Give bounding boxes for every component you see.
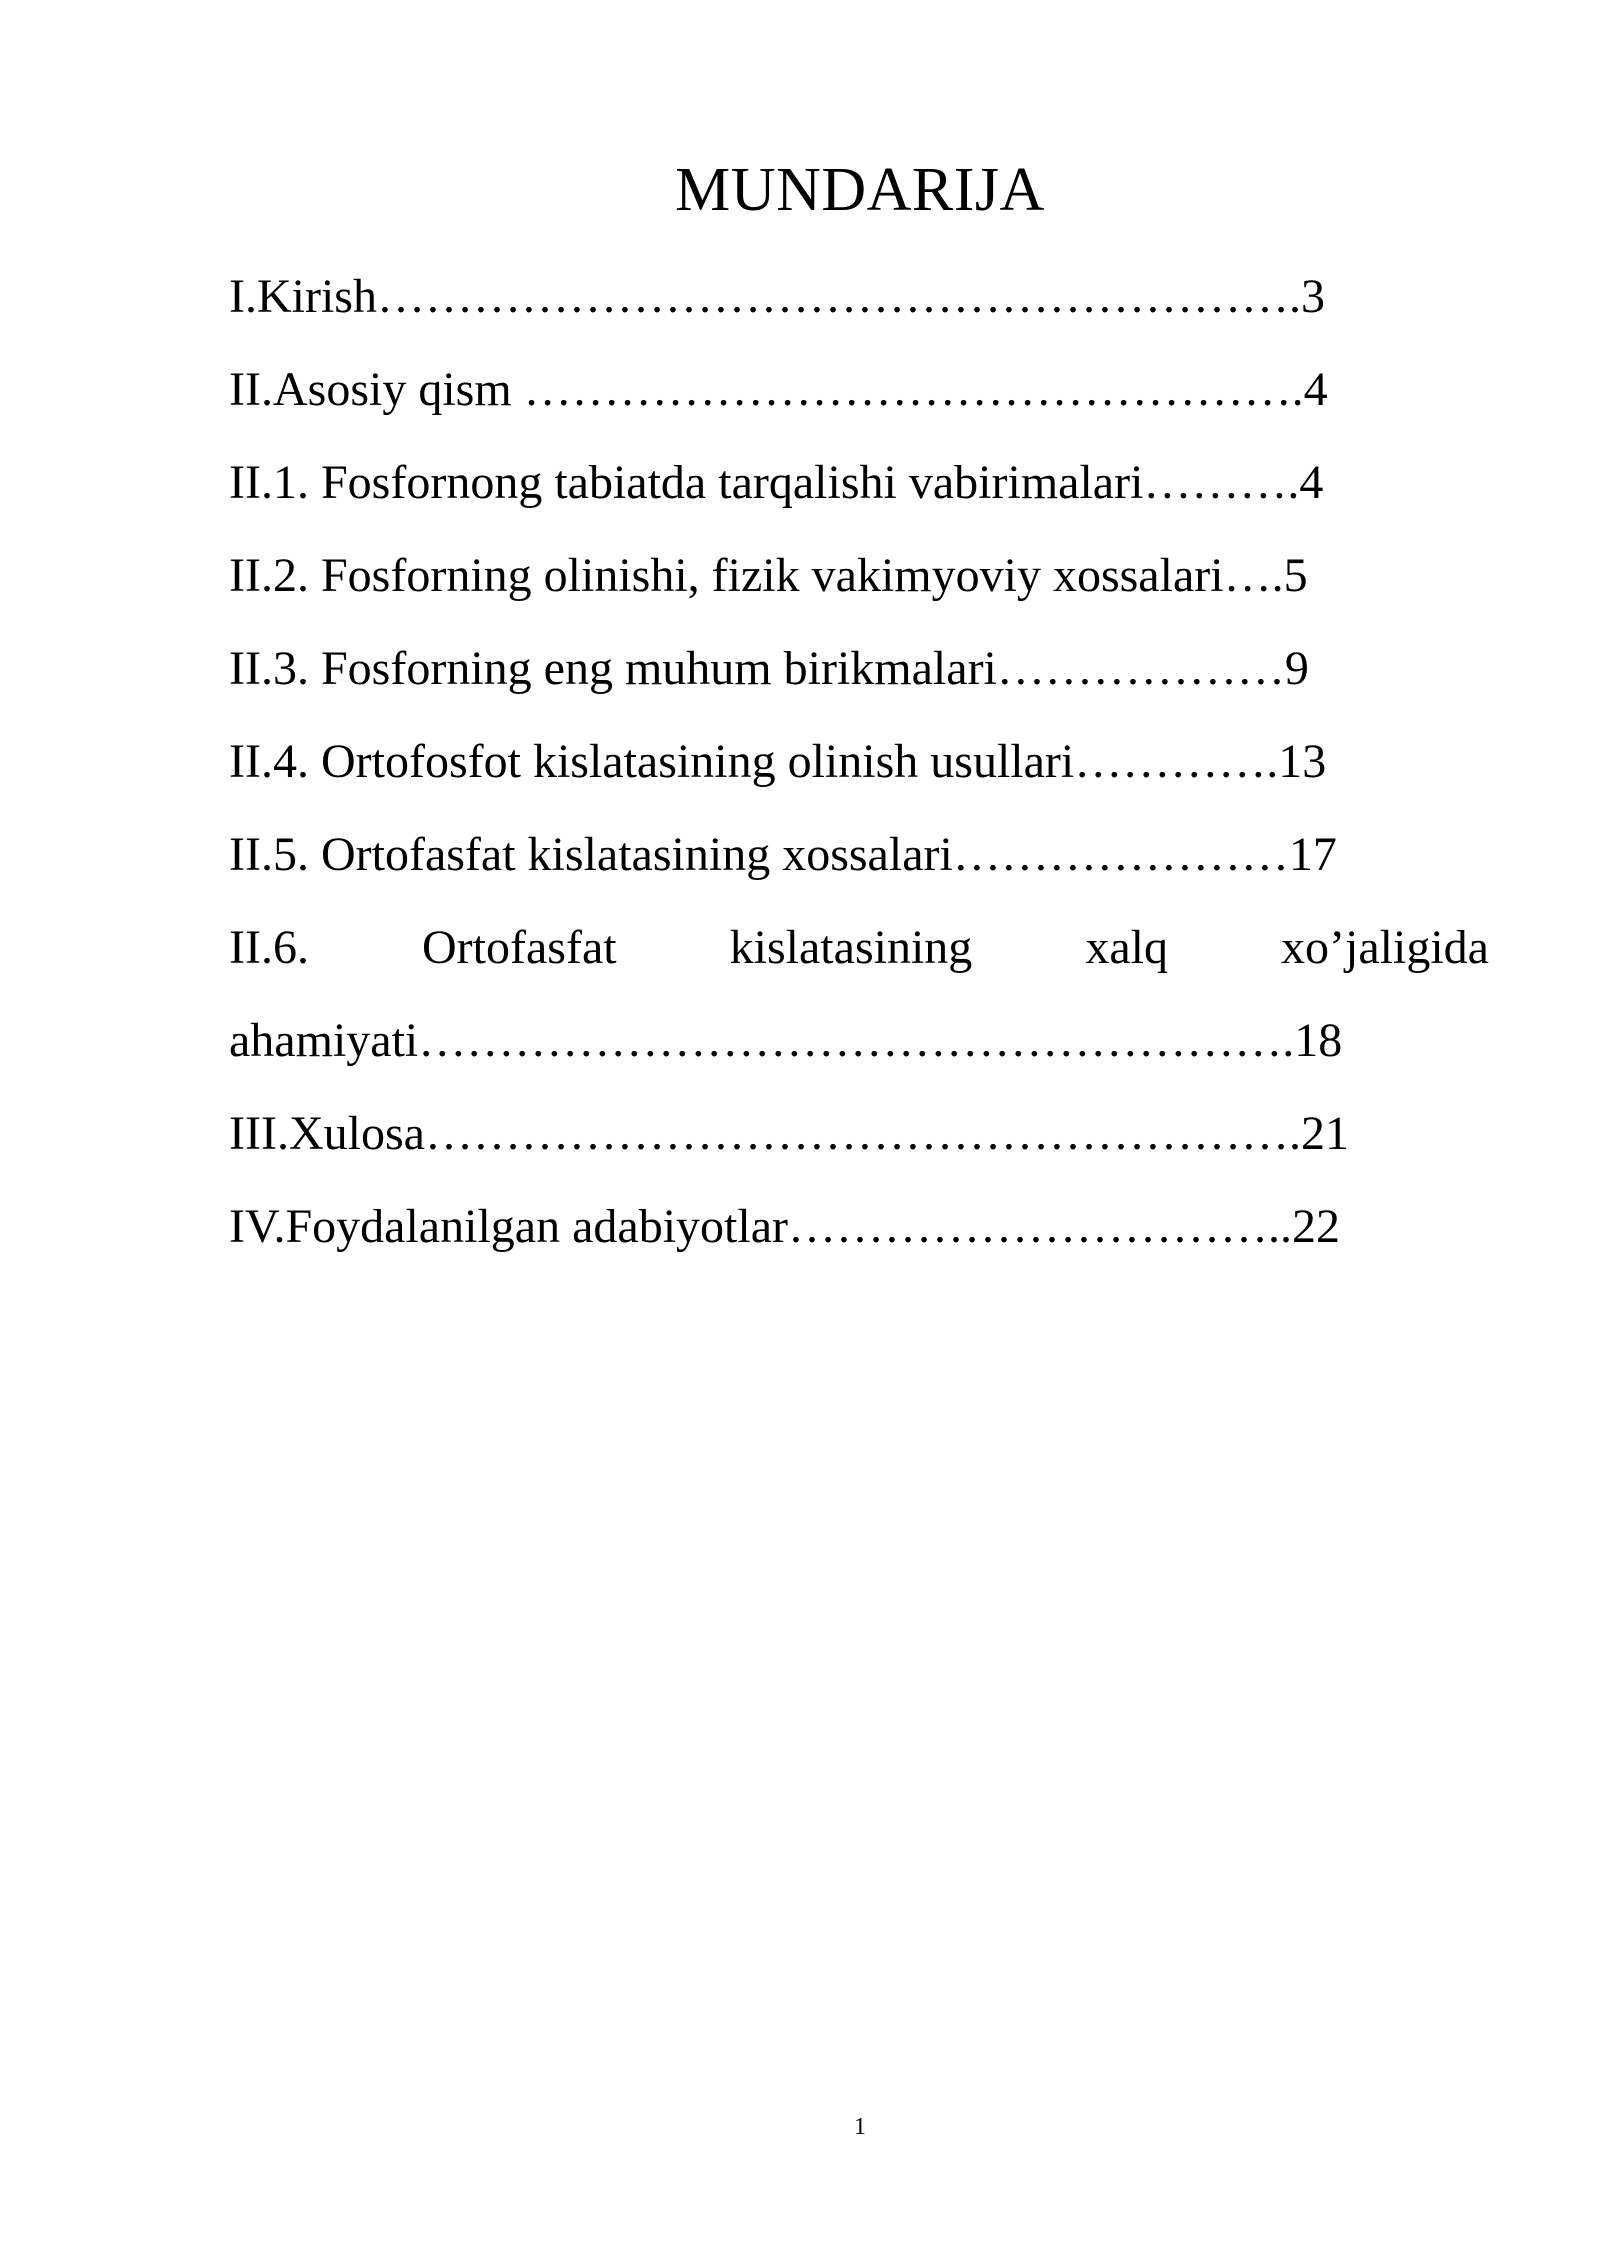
toc-entry-xulosa: III.Xulosa……………………………………………….21 bbox=[229, 1107, 1349, 1160]
toc-entry-2-6-word: II.6. bbox=[229, 921, 309, 974]
toc-entry-2-6-continuation: ahamiyati……………………………………………….18 bbox=[229, 1014, 1343, 1067]
toc-entry-2-4: II.4. Ortofosfot kislatasining olinish usullari………….13 bbox=[229, 735, 1327, 788]
toc-entry-2-1: II.1. Fosfornong tabiatda tarqalishi vabirimalari……….4 bbox=[229, 456, 1324, 509]
toc-entry-2-3: II.3. Fosforning eng muhum birikmalari………………9 bbox=[229, 642, 1309, 695]
toc-entry-asosiy-qism: II.Asosiy qism ………………………………………….4 bbox=[229, 363, 1328, 416]
toc-entry-2-6-word: Ortofasfat bbox=[422, 921, 617, 974]
toc-entry-2-6-word: xo’jaligida bbox=[1281, 921, 1489, 974]
page-title: MUNDARIJA bbox=[675, 156, 1045, 224]
table-of-contents bbox=[229, 264, 1489, 1287]
toc-entry-2-6-word: xalq bbox=[1085, 921, 1168, 974]
toc-entry-2-6 bbox=[229, 915, 1489, 1008]
toc-entry-kirish: I.Kirish………………………………………………….3 bbox=[229, 270, 1325, 323]
toc-entry-2-6-word: kislatasining bbox=[729, 921, 973, 974]
page-number: 1 bbox=[854, 2114, 866, 2140]
toc-entry-adabiyotlar: IV.Foydalanilgan adabiyotlar…………………………..22 bbox=[229, 1200, 1340, 1253]
toc-entry-2-5: II.5. Ortofasfat kislatasining xossalari…………………17 bbox=[229, 828, 1337, 881]
toc-entry-2-2: II.2. Fosforning olinishi, fizik vakimyoviy xossalari….5 bbox=[229, 549, 1308, 602]
